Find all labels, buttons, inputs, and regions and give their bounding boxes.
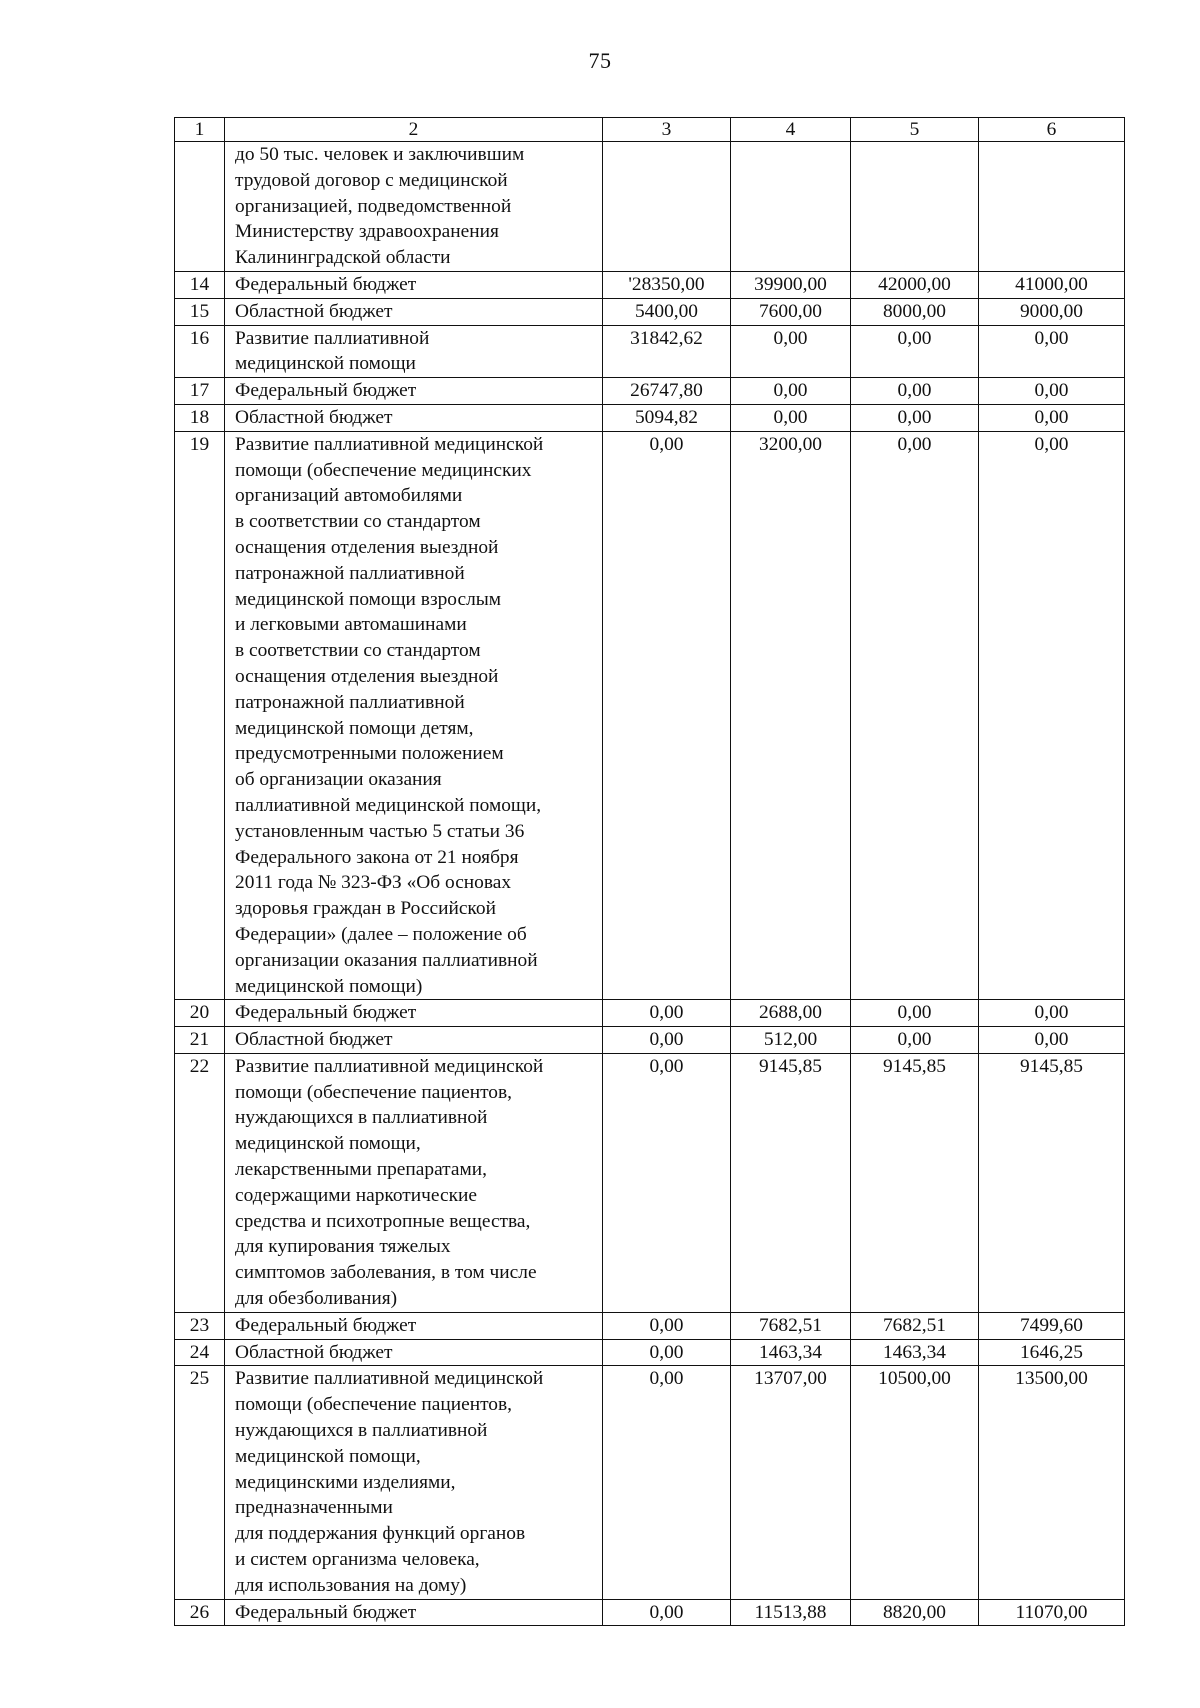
row-description: Федеральный бюджет xyxy=(225,1000,603,1027)
value-col-5: 0,00 xyxy=(851,404,979,431)
value-col-5: 0,00 xyxy=(851,325,979,378)
budget-table xyxy=(174,117,1125,1626)
value-col-3: 0,00 xyxy=(603,1053,731,1312)
value-col-5: 9145,85 xyxy=(851,1053,979,1312)
row-description: Развитие паллиативной медицинской помощи (обеспечение пациентов, нуждающихся в паллиативной медицинской помощи, медицинскими изделиями, предназначенными для поддержания функций органов и систем организма человека, для использования на дому) xyxy=(225,1366,603,1599)
value-col-5: 0,00 xyxy=(851,431,979,1000)
value-col-6: 7499,60 xyxy=(979,1312,1125,1339)
value-col-4: 7600,00 xyxy=(731,298,851,325)
row-number: 19 xyxy=(175,431,225,1000)
table-row xyxy=(175,325,1125,378)
row-description: Областной бюджет xyxy=(225,1339,603,1366)
value-col-3: 0,00 xyxy=(603,1312,731,1339)
value-col-4: 7682,51 xyxy=(731,1312,851,1339)
row-number: 25 xyxy=(175,1366,225,1599)
table-header-row xyxy=(175,118,1125,142)
row-description: Областной бюджет xyxy=(225,1027,603,1054)
column-header: 5 xyxy=(851,118,979,142)
value-col-3 xyxy=(603,142,731,272)
value-col-6: 1646,25 xyxy=(979,1339,1125,1366)
row-description: до 50 тыс. человек и заключившим трудовой договор с медицинской организацией, подведомственной Министерству здравоохранения Калининградской области xyxy=(225,142,603,272)
column-header: 1 xyxy=(175,118,225,142)
value-col-5: 10500,00 xyxy=(851,1366,979,1599)
value-col-4: 0,00 xyxy=(731,404,851,431)
table-row xyxy=(175,298,1125,325)
row-description: Федеральный бюджет xyxy=(225,378,603,405)
value-col-6: 9000,00 xyxy=(979,298,1125,325)
value-col-5: 0,00 xyxy=(851,1027,979,1054)
value-col-5: 7682,51 xyxy=(851,1312,979,1339)
value-col-3: 0,00 xyxy=(603,1000,731,1027)
value-col-5: 8000,00 xyxy=(851,298,979,325)
value-col-4: 0,00 xyxy=(731,378,851,405)
value-col-4: 9145,85 xyxy=(731,1053,851,1312)
row-number: 18 xyxy=(175,404,225,431)
value-col-6: 11070,00 xyxy=(979,1599,1125,1626)
value-col-3: 0,00 xyxy=(603,1599,731,1626)
column-header: 4 xyxy=(731,118,851,142)
value-col-6: 13500,00 xyxy=(979,1366,1125,1599)
table-row xyxy=(175,431,1125,1000)
row-number: 15 xyxy=(175,298,225,325)
value-col-5: 1463,34 xyxy=(851,1339,979,1366)
value-col-3: 0,00 xyxy=(603,1366,731,1599)
value-col-6: 41000,00 xyxy=(979,271,1125,298)
value-col-4: 13707,00 xyxy=(731,1366,851,1599)
value-col-3: 0,00 xyxy=(603,431,731,1000)
row-description: Областной бюджет xyxy=(225,298,603,325)
row-description: Развитие паллиативной медицинской помощи (обеспечение пациентов, нуждающихся в паллиативной медицинской помощи, лекарственными препаратами, содержащими наркотические средства и психотропные вещества, для купирования тяжелых симптомов заболевания, в том числе для обезболивания) xyxy=(225,1053,603,1312)
row-number: 17 xyxy=(175,378,225,405)
table-row xyxy=(175,1339,1125,1366)
value-col-6: 9145,85 xyxy=(979,1053,1125,1312)
value-col-6: 0,00 xyxy=(979,325,1125,378)
row-number: 20 xyxy=(175,1000,225,1027)
value-col-4: 0,00 xyxy=(731,325,851,378)
table-row xyxy=(175,1366,1125,1599)
table-row xyxy=(175,142,1125,272)
row-number xyxy=(175,142,225,272)
value-col-5: 0,00 xyxy=(851,378,979,405)
value-col-5: 0,00 xyxy=(851,1000,979,1027)
row-description: Федеральный бюджет xyxy=(225,271,603,298)
value-col-6: 0,00 xyxy=(979,431,1125,1000)
row-number: 22 xyxy=(175,1053,225,1312)
value-col-6 xyxy=(979,142,1125,272)
value-col-5 xyxy=(851,142,979,272)
table-row xyxy=(175,1312,1125,1339)
value-col-3: 5400,00 xyxy=(603,298,731,325)
column-header: 2 xyxy=(225,118,603,142)
page-number: 75 xyxy=(588,48,612,73)
table-row xyxy=(175,1027,1125,1054)
table-row xyxy=(175,1053,1125,1312)
row-description: Федеральный бюджет xyxy=(225,1312,603,1339)
table-row xyxy=(175,1000,1125,1027)
value-col-3: 26747,80 xyxy=(603,378,731,405)
table-row xyxy=(175,271,1125,298)
row-description: Федеральный бюджет xyxy=(225,1599,603,1626)
row-description: Областной бюджет xyxy=(225,404,603,431)
value-col-6: 0,00 xyxy=(979,1000,1125,1027)
row-number: 16 xyxy=(175,325,225,378)
row-number: 21 xyxy=(175,1027,225,1054)
value-col-3: 31842,62 xyxy=(603,325,731,378)
row-number: 26 xyxy=(175,1599,225,1626)
table-row xyxy=(175,1599,1125,1626)
value-col-4: 39900,00 xyxy=(731,271,851,298)
value-col-4: 1463,34 xyxy=(731,1339,851,1366)
value-col-3: '28350,00 xyxy=(603,271,731,298)
column-header: 3 xyxy=(603,118,731,142)
row-number: 23 xyxy=(175,1312,225,1339)
value-col-4: 11513,88 xyxy=(731,1599,851,1626)
table-body xyxy=(175,142,1125,1626)
value-col-6: 0,00 xyxy=(979,1027,1125,1054)
value-col-4: 3200,00 xyxy=(731,431,851,1000)
value-col-3: 0,00 xyxy=(603,1027,731,1054)
value-col-4 xyxy=(731,142,851,272)
value-col-5: 8820,00 xyxy=(851,1599,979,1626)
row-description: Развитие паллиативной медицинской помощи xyxy=(225,325,603,378)
value-col-6: 0,00 xyxy=(979,378,1125,405)
row-number: 14 xyxy=(175,271,225,298)
table-row xyxy=(175,404,1125,431)
value-col-4: 512,00 xyxy=(731,1027,851,1054)
row-description: Развитие паллиативной медицинской помощи (обеспечение медицинских организаций автомобилями в соответствии со стандартом оснащения отделения выездной патронажной паллиативной медицинской помощи взрослым и легковыми автомашинами в соответствии со стандартом оснащения отделения выездной патронажной паллиативной медицинской помощи детям, предусмотренными положением об организации оказания паллиативной медицинской помощи, установленным частью 5 статьи 36 Федерального закона от 21 ноября 2011 года № 323-ФЗ «Об основах здоровья граждан в Российской Федерации» (далее – положение об организации оказания паллиативной медицинской помощи) xyxy=(225,431,603,1000)
column-header: 6 xyxy=(979,118,1125,142)
value-col-6: 0,00 xyxy=(979,404,1125,431)
row-number: 24 xyxy=(175,1339,225,1366)
value-col-4: 2688,00 xyxy=(731,1000,851,1027)
table-row xyxy=(175,378,1125,405)
value-col-3: 5094,82 xyxy=(603,404,731,431)
value-col-5: 42000,00 xyxy=(851,271,979,298)
value-col-3: 0,00 xyxy=(603,1339,731,1366)
